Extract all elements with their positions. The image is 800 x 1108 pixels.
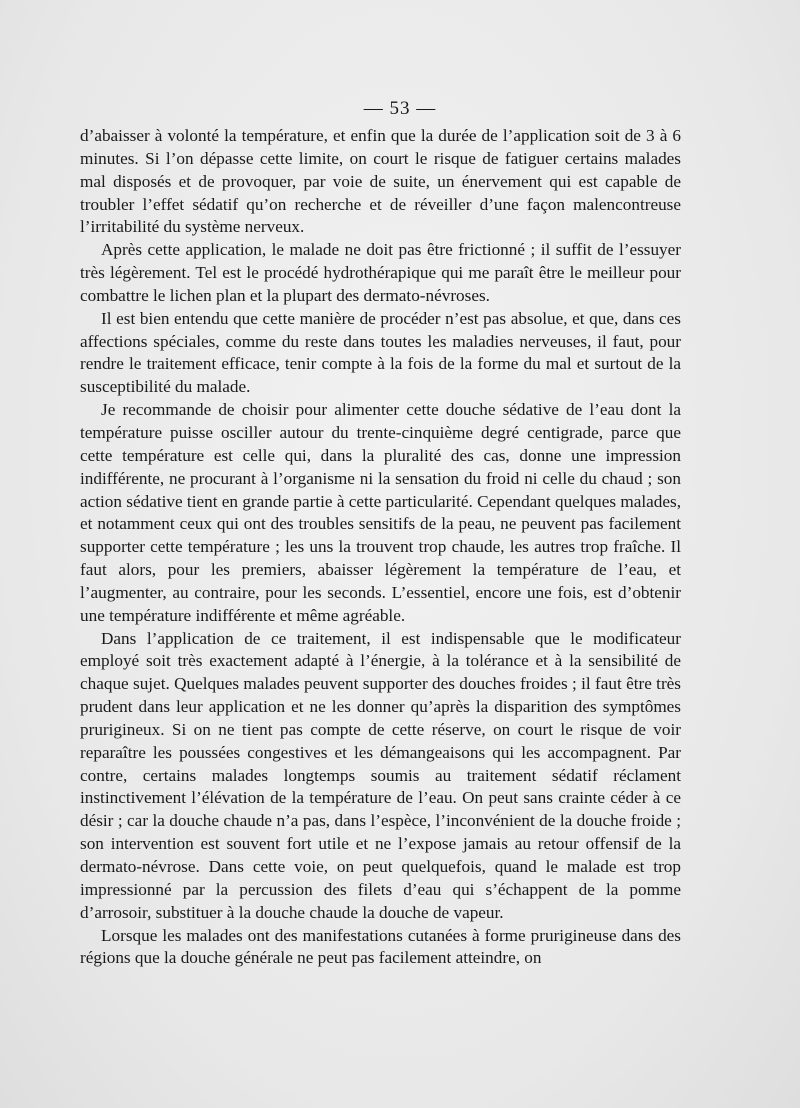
paragraph-1: d’abaisser à volonté la température, et enfin que la durée de l’application soit de 3 à 6 minutes. Si l’on dépasse cette limite, on court le risque de fatiguer certains malades mal disposés et de provoquer, par voie de suite, un énervement qui est capable de troubler l’effet sédatif qu’on recherche et de réveiller d’une façon malencontreuse l’irritabilité du système nerveux. — [80, 126, 681, 237]
paragraph-2: Après cette application, le malade ne doit pas être frictionné ; il suffit de l’essuyer très légèrement. Tel est le procédé hydrothérapique qui me paraît être le meilleur pour combattre le lichen plan et la plupart des dermato-névroses. — [80, 240, 681, 305]
page-number: — 53 — — [363, 98, 437, 119]
paragraph-5: Dans l’application de ce traitement, il est indispensable que le modificateur employé soit très exactement adapté à l’énergie, à la tolérance et à la sensibilité de chaque sujet. Quelques malades peuvent supporter des douches froides ; il faut être très prudent dans leur application et ne les donner qu’après la disparition des symptômes prurigineux. Si on ne tient pas compte de cette réserve, on court le risque de voir reparaître les poussées congestives et les démangeaisons qui les accompagnent. Par contre, certains malades longtemps soumis au traitement sédatif réclament instinctivement l’élévation de la température de l’eau. On peut sans crainte céder à ce désir ; car la douche chaude n’a pas, dans l’espèce, l’inconvénient de la douche froide ; son intervention est souvent fort utile et ne l’expose jamais au retour offensif de la dermato-névrose. Dans cette voie, on peut quelquefois, quand le malade est trop impressionné par la percussion des filets d’eau qui s’échappent de la pomme d’arrosoir, substituer à la douche chaude la douche de vapeur. — [80, 628, 681, 922]
paragraph-6: Lorsque les malades ont des manifestations cutanées à forme prurigineuse dans des régions que la douche générale ne peut pas facilement atteindre, on — [80, 925, 681, 968]
paragraph-3: Il est bien entendu que cette manière de procéder n’est pas absolue, et que, dans ces affections spéciales, comme du reste dans toutes les maladies nerveuses, il faut, pour rendre le traitement efficace, tenir compte à la fois de la forme du mal et surtout de la susceptibilité du malade. — [80, 308, 681, 397]
text-body — [80, 125, 681, 970]
paragraph-4: Je recommande de choisir pour alimenter cette douche sédative de l’eau dont la température puisse osciller autour du trente-cinquième degré centigrade, parce que cette température est celle qui, dans la pluralité des cas, donne une impression indifférente, ne procurant à l’organisme ni la sensation du froid ni celle du chaud ; son action sédative tient en grande partie à cette particularité. Cependant quelques malades, et notamment ceux qui ont des troubles sensitifs de la peau, ne peuvent pas facilement supporter cette température ; les uns la trouvent trop chaude, les autres trop fraîche. Il faut alors, pour les premiers, abaisser légèrement la température de l’eau, et l’augmenter, au contraire, pour les seconds. L’essentiel, encore une fois, est d’obtenir une température indifférente et même agréable. — [80, 400, 681, 625]
